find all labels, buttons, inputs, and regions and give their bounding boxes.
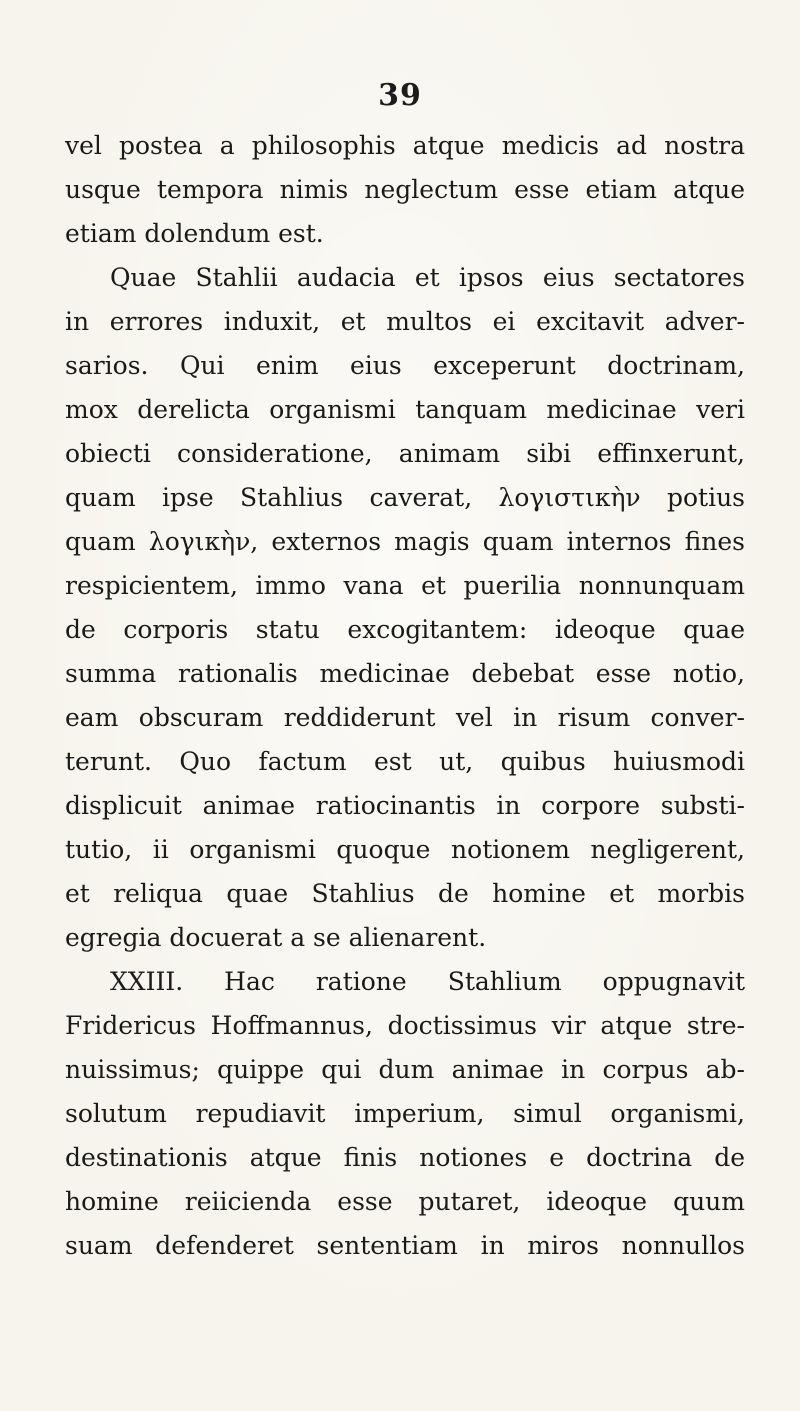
text-line: de corporis statu excogitantem: ideoque quae bbox=[65, 615, 745, 644]
text-line: obiecti consideratione, animam sibi effinxerunt, bbox=[65, 439, 745, 468]
body-text bbox=[65, 124, 745, 1268]
text-line: et reliqua quae Stahlius de homine et morbis bbox=[65, 879, 745, 908]
text-line: destinationis atque finis notiones e doctrina de bbox=[65, 1143, 745, 1172]
paragraph-2 bbox=[65, 256, 745, 960]
text-line: solutum repudiavit imperium, simul organismi, bbox=[65, 1099, 745, 1128]
page-number: 39 bbox=[378, 78, 422, 113]
text-line: summa rationalis medicinae debebat esse notio, bbox=[65, 659, 745, 688]
text-line: in errores induxit, et multos ei excitavit adver- bbox=[65, 307, 745, 336]
text-line: etiam dolendum est. bbox=[65, 219, 324, 248]
text-line: respicientem, immo vana et puerilia nonnunquam bbox=[65, 571, 745, 600]
text-line: homine reiicienda esse putaret, ideoque quum bbox=[65, 1187, 745, 1216]
text-line: sarios. Qui enim eius exceperunt doctrinam, bbox=[65, 351, 745, 380]
text-line: egregia docuerat a se alienarent. bbox=[65, 923, 487, 952]
paragraph-3 bbox=[65, 960, 745, 1268]
text-line: eam obscuram reddiderunt vel in risum conver- bbox=[65, 703, 745, 732]
text-line: suam defenderet sententiam in miros nonnullos bbox=[65, 1231, 745, 1260]
text-line: vel postea a philosophis atque medicis ad nostra bbox=[65, 131, 745, 160]
text-line: quam ipse Stahlius caverat, λογιστικὴν potius bbox=[65, 483, 745, 512]
text-line: Fridericus Hoffmannus, doctissimus vir atque stre- bbox=[65, 1011, 745, 1040]
text-line: terunt. Quo factum est ut, quibus huiusmodi bbox=[65, 747, 745, 776]
text-line: tutio, ii organismi quoque notionem negligerent, bbox=[65, 835, 745, 864]
paragraph-1 bbox=[65, 124, 745, 256]
text-line: nuissimus; quippe qui dum animae in corpus ab- bbox=[65, 1055, 745, 1084]
text-line: mox derelicta organismi tanquam medicinae veri bbox=[65, 395, 745, 424]
text-line: XXIII. Hac ratione Stahlium oppugnavit bbox=[110, 967, 745, 996]
text-line: quam λογικὴν, externos magis quam internos fines bbox=[65, 527, 745, 556]
text-line: usque tempora nimis neglectum esse etiam atque bbox=[65, 175, 745, 204]
text-line: displicuit animae ratiocinantis in corpore substi- bbox=[65, 791, 745, 820]
text-line: Quae Stahlii audacia et ipsos eius sectatores bbox=[110, 263, 745, 292]
